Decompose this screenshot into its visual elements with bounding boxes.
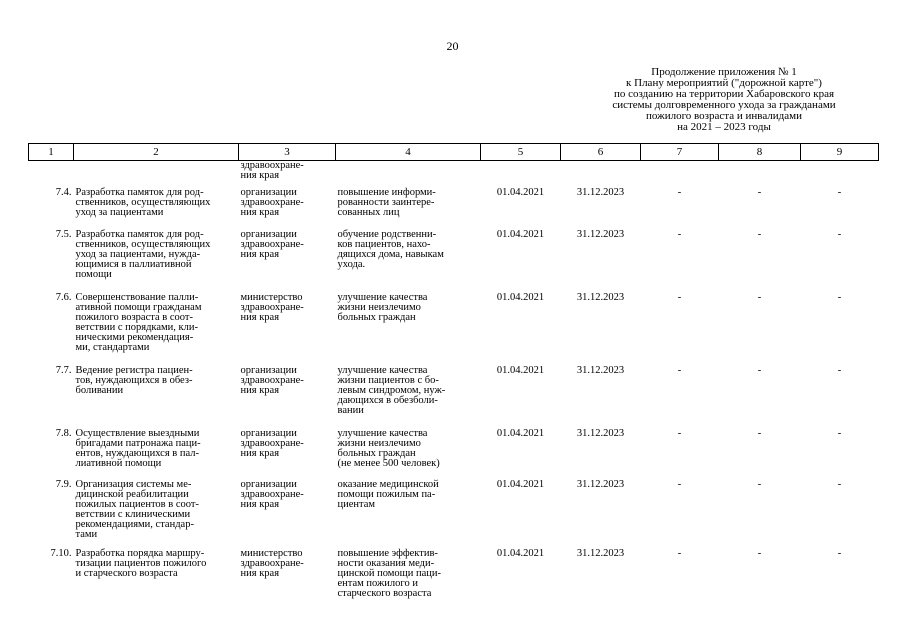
value-2021: - — [677, 291, 682, 303]
value-2022: - — [757, 478, 762, 490]
value-2021: - — [677, 427, 682, 439]
heading-line: на 2021 – 2023 годы — [677, 121, 771, 133]
row-number: 7.9. — [55, 478, 72, 490]
result-text: улучшение качества жизни неизлечимо больных граждан — [337, 291, 428, 323]
value-2023: - — [837, 228, 842, 240]
column-header: 9 — [801, 144, 879, 161]
row-number: 7.6. — [55, 291, 72, 303]
value-2023: - — [837, 186, 842, 198]
start-date: 01.04.2021 — [496, 228, 545, 240]
end-date: 31.12.2023 — [576, 228, 625, 240]
continuation-text: здравоохране- ния края — [240, 160, 304, 181]
result-text: улучшение качества жизни пациентов с бо- левым синдромом, нуж- дающихся в обезболи- вании — [337, 364, 446, 416]
column-header: 6 — [561, 144, 641, 161]
column-number-row — [29, 144, 879, 161]
column-header: 4 — [336, 144, 481, 161]
value-2021: - — [677, 364, 682, 376]
action-text: Совершенствование палли- ативной помощи гражданам пожилого возраста в соот- ветствии с порядками, кли- ническими рекомендация- ми, стандартами — [75, 291, 202, 353]
end-date: 31.12.2023 — [576, 186, 625, 198]
column-header: 3 — [239, 144, 336, 161]
executor-text: организации здравоохране- ния края — [240, 186, 304, 218]
executor-text: организации здравоохране- ния края — [240, 478, 304, 510]
start-date: 01.04.2021 — [496, 364, 545, 376]
value-2021: - — [677, 186, 682, 198]
result-text: улучшение качества жизни неизлечимо больных граждан (не менее 500 человек) — [337, 427, 440, 469]
continuation-row — [29, 161, 879, 188]
end-date: 31.12.2023 — [576, 427, 625, 439]
column-header: 1 — [29, 144, 74, 161]
start-date: 01.04.2021 — [496, 186, 545, 198]
executor-text: организации здравоохране- ния края — [240, 228, 304, 260]
executor-text: организации здравоохране- ния края — [240, 364, 304, 396]
table-row — [29, 429, 879, 480]
action-text: Разработка памяток для род- ственников, осуществляющих уход за пациентами — [75, 186, 211, 218]
value-2022: - — [757, 547, 762, 559]
column-header: 8 — [719, 144, 801, 161]
row-number: 7.4. — [55, 186, 72, 198]
value-2021: - — [677, 478, 682, 490]
column-header: 2 — [74, 144, 239, 161]
value-2023: - — [837, 547, 842, 559]
value-2023: - — [837, 478, 842, 490]
value-2023: - — [837, 291, 842, 303]
heading-line: к Плану мероприятий ("дорожной карте") — [626, 77, 822, 89]
executor-text: организации здравоохране- ния края — [240, 427, 304, 459]
value-2023: - — [837, 364, 842, 376]
heading-line: пожилого возраста и инвалидами — [645, 110, 803, 122]
table-row — [29, 549, 879, 611]
start-date: 01.04.2021 — [496, 547, 545, 559]
value-2022: - — [757, 427, 762, 439]
row-number: 7.10. — [50, 547, 72, 559]
result-text: повышение информи- рованности заинтере- сованных лиц — [337, 186, 436, 218]
action-text: Разработка памяток для род- ственников, осуществляющих уход за пациентами, нужда- ющимися в паллиативной помощи — [75, 228, 211, 280]
table-row — [29, 366, 879, 429]
heading-line: по созданию на территории Хабаровского края — [613, 88, 835, 100]
appendix-heading — [560, 67, 888, 133]
table-row — [29, 188, 879, 230]
table-row — [29, 293, 879, 366]
value-2021: - — [677, 547, 682, 559]
value-2022: - — [757, 228, 762, 240]
row-number: 7.7. — [55, 364, 72, 376]
executor-text: министерство здравоохране- ния края — [240, 291, 304, 323]
column-header: 5 — [481, 144, 561, 161]
heading-line: Продолжение приложения № 1 — [651, 66, 797, 78]
action-text: Организация системы ме- дицинской реабилитации пожилых пациентов в соот- ветствии с клиническими рекомендациями, стандар- тами — [75, 478, 199, 540]
end-date: 31.12.2023 — [576, 478, 625, 490]
start-date: 01.04.2021 — [496, 478, 545, 490]
start-date: 01.04.2021 — [496, 291, 545, 303]
executor-text: министерство здравоохране- ния края — [240, 547, 304, 579]
table-row — [29, 480, 879, 549]
result-text: оказание медицинской помощи пожилым па- циентам — [337, 478, 439, 510]
heading-line: системы долговременного ухода за гражданами — [612, 99, 836, 111]
column-header: 7 — [641, 144, 719, 161]
start-date: 01.04.2021 — [496, 427, 545, 439]
action-text: Осуществление выездными бригадами патронажа паци- ентов, нуждающихся в пал- лиативной помощи — [75, 427, 201, 469]
page-number: 20 — [446, 39, 459, 53]
value-2021: - — [677, 228, 682, 240]
end-date: 31.12.2023 — [576, 291, 625, 303]
value-2022: - — [757, 364, 762, 376]
end-date: 31.12.2023 — [576, 547, 625, 559]
end-date: 31.12.2023 — [576, 364, 625, 376]
measures-table — [28, 143, 879, 611]
result-text: повышение эффектив- ности оказания меди- цинской помощи паци- ентам пожилого и старческого возраста — [337, 547, 441, 599]
action-text: Ведение регистра пациен- тов, нуждающихся в обез- боливании — [75, 364, 193, 396]
action-text: Разработка порядка маршру- тизации пациентов пожилого и старческого возраста — [75, 547, 207, 579]
row-number: 7.8. — [55, 427, 72, 439]
result-text: обучение родственни- ков пациентов, нахо- дящихся дома, навыкам ухода. — [337, 228, 444, 270]
value-2023: - — [837, 427, 842, 439]
table-row — [29, 230, 879, 293]
value-2022: - — [757, 186, 762, 198]
value-2022: - — [757, 291, 762, 303]
row-number: 7.5. — [55, 228, 72, 240]
